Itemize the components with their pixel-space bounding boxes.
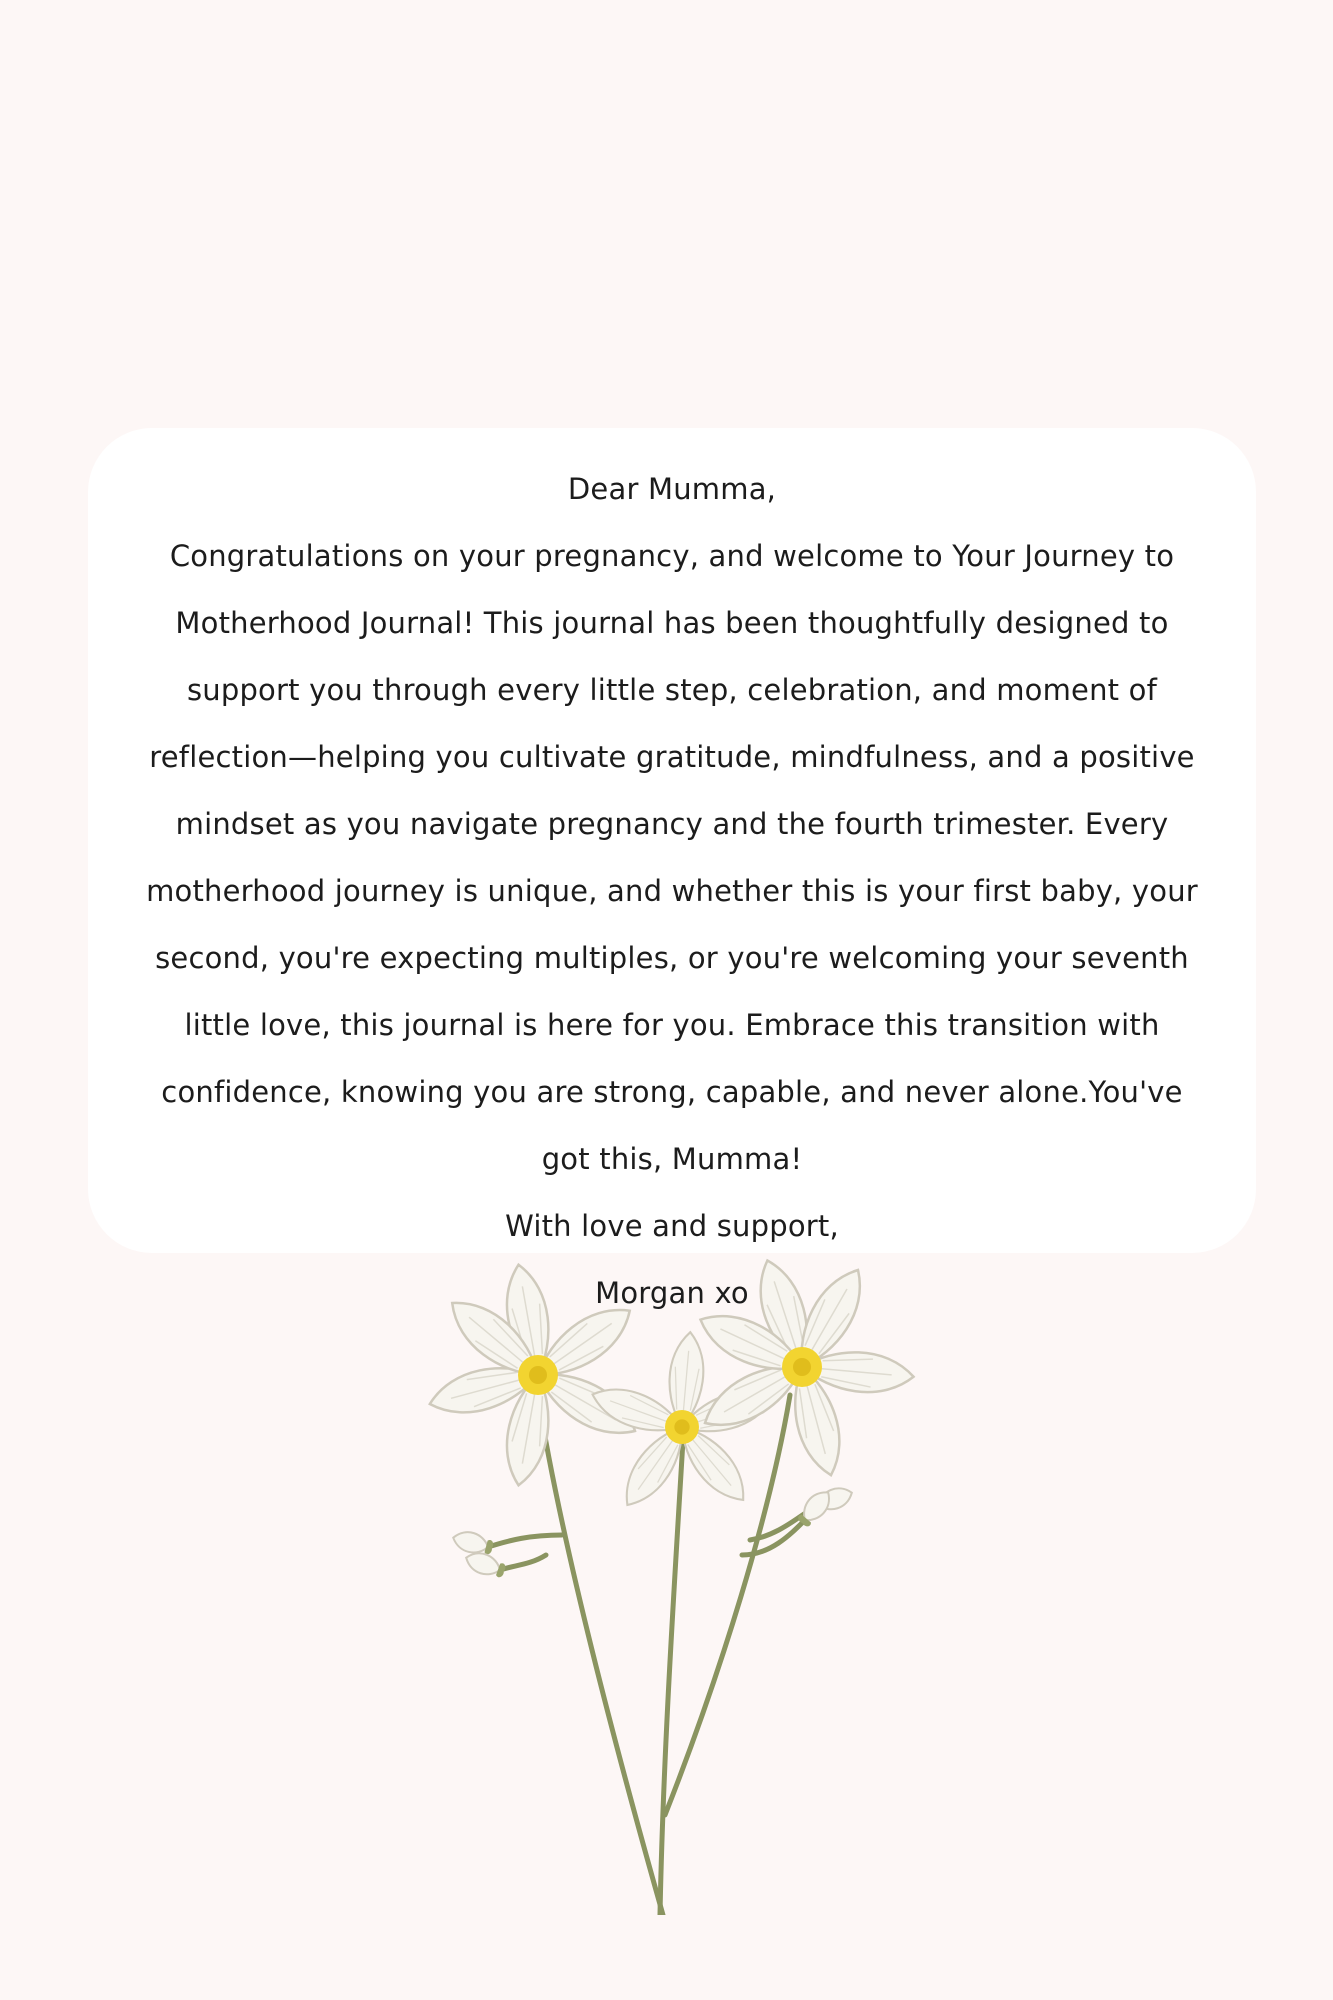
flower-right (692, 1255, 915, 1480)
letter-card (88, 428, 1256, 1310)
letter-greeting: Dear Mumma, (567, 472, 777, 506)
flower-left (425, 1261, 645, 1488)
letter-signature: Morgan xo (595, 1276, 749, 1310)
letter-closing: With love and support, (505, 1209, 839, 1243)
letter-body: Congratulations on your pregnancy, and welcome to Your Journey to Motherhood Journal! This journal has been thoughtfully designed to support you through every little step, celebration, and moment of reflection—helping you cultivate gratitude, mindfulness, and a positive mindset as you navigate pregnancy and the fourth trimester. Every motherhood journey is unique, and whether this is your first baby, your second, you're expecting multiples, or you're welcoming your seventh little love, this journal is here for you. Embrace this transition with confidence, knowing you are strong, capable, and never alone.You've got this, Mumma! (146, 539, 1198, 1176)
white-flowers-bouquet-icon (420, 1255, 940, 1915)
